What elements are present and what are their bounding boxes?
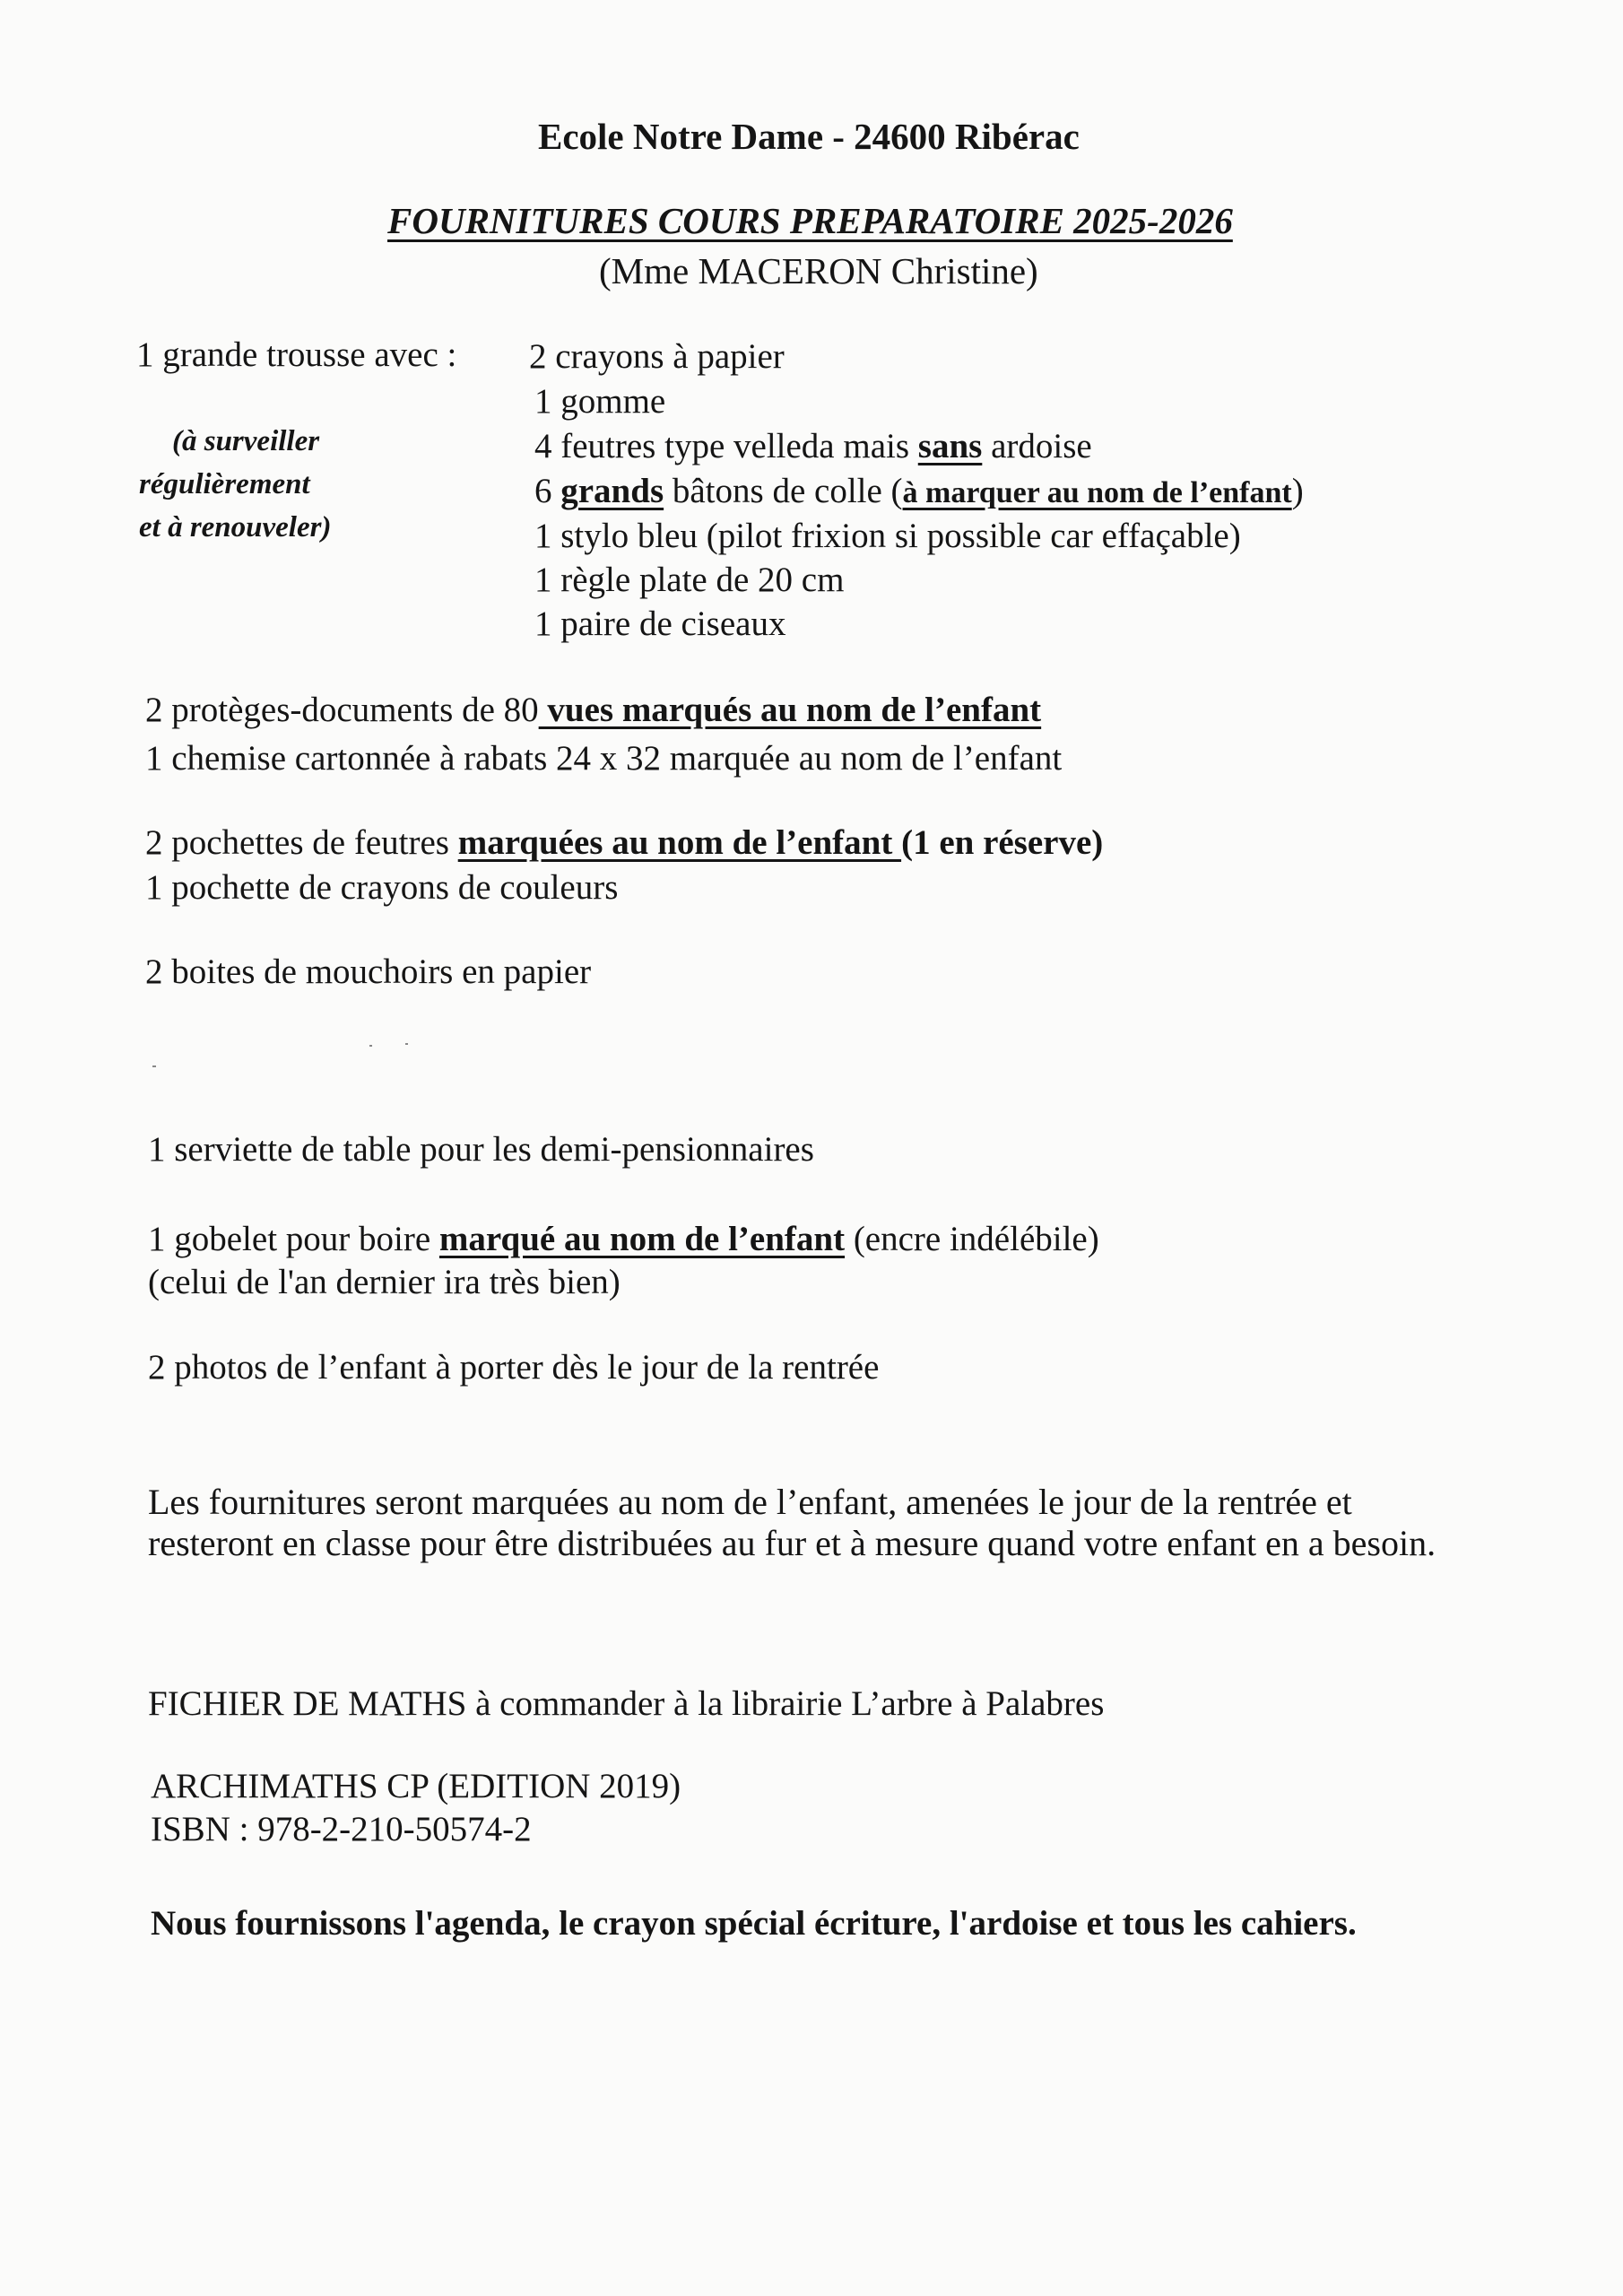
docs-line: 2 protèges-documents de 80 vues marqués au nom de l’enfant (145, 691, 1042, 729)
gobelet-line: 1 gobelet pour boire marqué au nom de l’enfant (encre indélébile) (148, 1220, 1099, 1258)
serviette-line: 1 serviette de table pour les demi-pensionnaires (148, 1130, 814, 1169)
gobelet-line: (celui de l'an dernier ira très bien) (148, 1263, 621, 1301)
trousse-item: 1 stylo bleu (pilot frixion si possible car effaçable) (534, 517, 1241, 555)
trousse-item: 1 gomme (534, 382, 666, 421)
final-note: Nous fournissons l'agenda, le crayon spécial écriture, l'ardoise et tous les cahiers. (151, 1904, 1357, 1943)
feutres-line: 2 pochettes de feutres marquées au nom de l’enfant (1 en réserve) (145, 823, 1104, 862)
scan-speck (405, 1043, 408, 1045)
maths-line: FICHIER DE MATHS à commander à la librairie L’arbre à Palabres (148, 1684, 1105, 1723)
photos-line: 2 photos de l’enfant à porter dès le jour de la rentrée (148, 1348, 880, 1387)
maths-line: ISBN : 978-2-210-50574-2 (151, 1810, 532, 1848)
trousse-item: 2 crayons à papier (529, 337, 785, 376)
trousse-item: 6 grands bâtons de colle (à marquer au nom de l’enfant) (534, 472, 1304, 510)
scan-speck (152, 1065, 156, 1067)
trousse-note-line2: régulièrement (139, 468, 310, 500)
trousse-item: 4 feutres type velleda mais sans ardoise (534, 427, 1092, 465)
trousse-note-line1: (à surveiller (172, 425, 320, 457)
trousse-item: 1 paire de ciseaux (534, 604, 786, 643)
scan-speck (369, 1045, 372, 1047)
maths-line: ARCHIMATHS CP (EDITION 2019) (151, 1767, 681, 1805)
info-paragraph: Les fournitures seront marquées au nom de l’enfant, amenées le jour de la rentrée et resteront en classe pour être distribuées au fur et à mesure quand votre enfant en a besoin. (148, 1482, 1436, 1563)
trousse-item: 1 règle plate de 20 cm (534, 561, 845, 599)
docs-line: 1 chemise cartonnée à rabats 24 x 32 marquée au nom de l’enfant (145, 739, 1063, 778)
mouchoirs-line: 2 boites de mouchoirs en papier (145, 952, 592, 991)
trousse-label: 1 grande trousse avec : (136, 335, 457, 374)
page-title: FOURNITURES COURS PREPARATOIRE 2025-2026 (387, 200, 1233, 241)
feutres-line: 1 pochette de crayons de couleurs (145, 868, 619, 907)
school-name: Ecole Notre Dame - 24600 Ribérac (538, 116, 1080, 157)
trousse-note-line3: et à renouveler) (139, 511, 332, 544)
teacher-name: (Mme MACERON Christine) (599, 250, 1038, 291)
